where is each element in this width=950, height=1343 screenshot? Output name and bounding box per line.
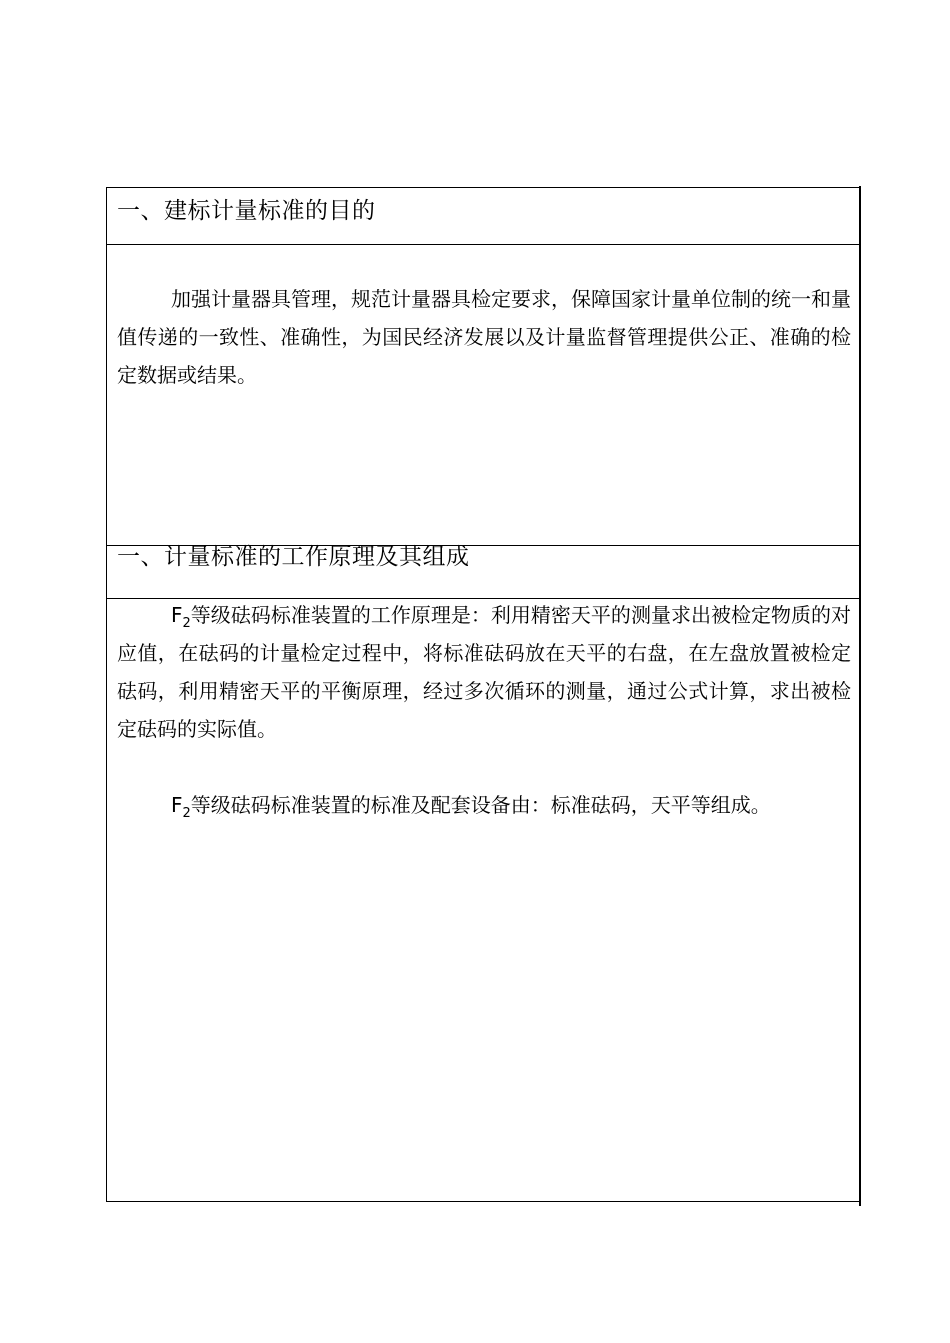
paragraph-spacer [107,748,859,786]
section1-body [107,280,859,394]
document-table [106,187,860,1202]
p2-subscript: 2 [182,806,191,821]
p1-prefix: F [171,603,183,627]
row-divider [107,244,859,245]
section2-paragraph-2 [107,786,859,824]
section2-heading-row [107,546,859,569]
section1-paragraph: 加强计量器具管理，规范计量器具检定要求，保障国家计量单位制的统一和量值传递的一致性、准确性，为国民经济发展以及计量监督管理提供公正、准确的检定数据或结果。 [117,287,851,387]
section2-body [107,596,859,824]
p2-prefix: F [171,793,183,817]
p1-text: 等级砝码标准装置的工作原理是：利用精密天平的测量求出被检定物质的对应值，在砝码的计量检定过程中，将标准砝码放在天平的右盘，在左盘放置被检定砝码，利用精密天平的平衡原理，经过多次循环的测量，通过公式计算，求出被检定砝码的实际值。 [117,603,851,741]
p1-subscript: 2 [182,616,191,631]
p2-text: 等级砝码标准装置的标准及配套设备由：标准砝码，天平等组成。 [190,793,771,817]
section1-heading-row [107,200,859,223]
section2-paragraph-1 [107,596,859,748]
table-right-border [859,186,861,1206]
section2-heading: 一、计量标准的工作原理及其组成 [117,544,470,570]
section1-heading: 一、建标计量标准的目的 [117,198,376,224]
